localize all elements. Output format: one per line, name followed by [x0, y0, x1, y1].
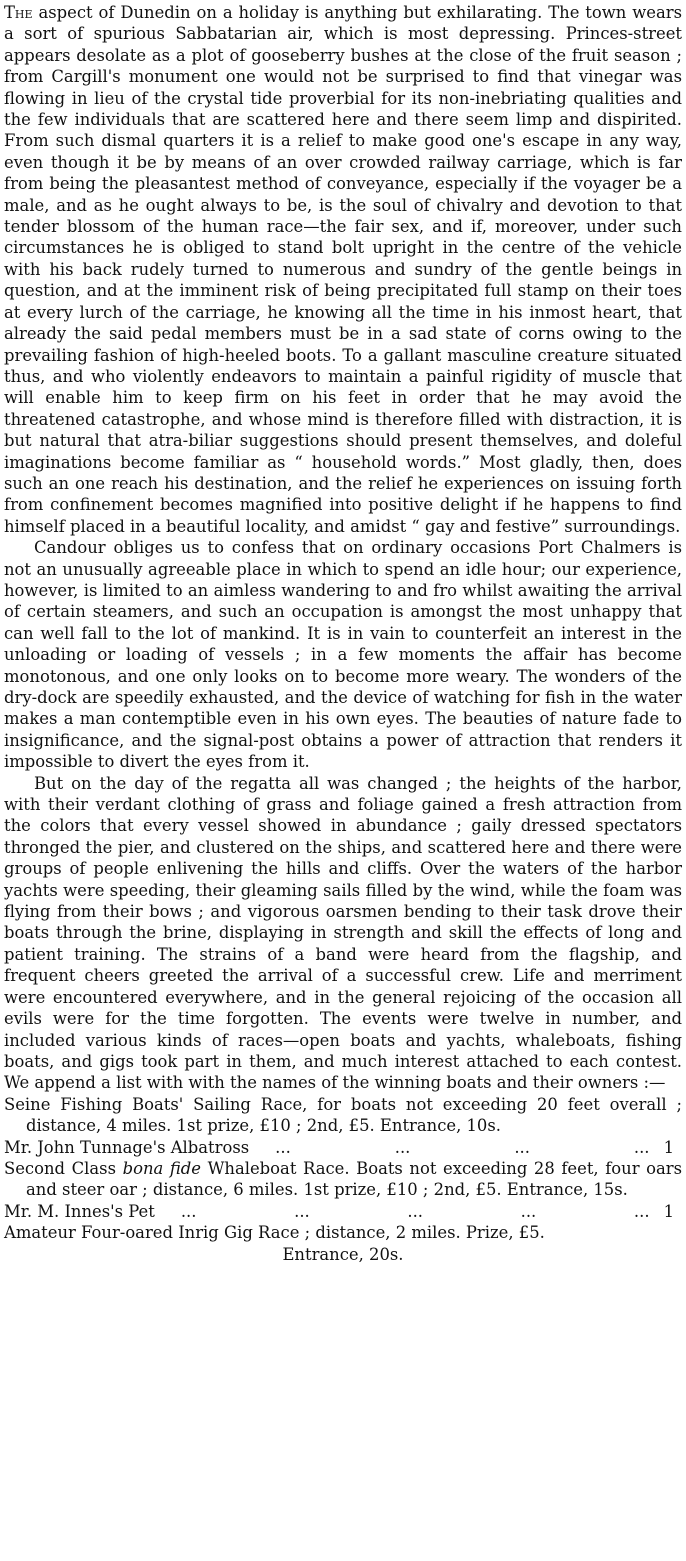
- winner-place: 1: [663, 1137, 674, 1157]
- race-entry-gig-entrance: Entrance, 20s.: [282, 1244, 404, 1264]
- article-paragraph-3: But on the day of the regatta all was changed ; the heights of the harbor, with their verdant clothing of grass and foliage gained a fresh attraction from the colors that every vessel showed in abundance ; gaily dressed spectators thronged the pier, and clustered on the ships, and scattered here and there were groups of people enlivening the hills and cliffs. Over the waters of the harbor yachts were speeding, their gleaming sails filled by the wind, while the foam was flying from their bows ; and vigorous oarsmen bending to their task drove their boats through the brine, displaying in strength and skill the effects of long and patient training. The strains of a band were heard from the flagship, and frequent cheers greeted the arrival of a successful crew. Life and merriment were encountered everywhere, and in the general rejoicing of the occasion all evils were for the time forgotten. The events were twelve in number, and included various kinds of races—open boats and yachts, whaleboats, fishing boats, and gigs took part in them, and much interest attached to each contest. We append a list with with the names of the winning boats and their owners :—: [4, 773, 682, 1093]
- race-text-pre: Second Class: [4, 1158, 123, 1178]
- winner-name: Mr. M. Innes's Pet: [4, 1201, 155, 1221]
- race-entry-gig: Amateur Four-oared Inrig Gig Race ; distance, 2 miles. Prize, £5.: [4, 1223, 545, 1243]
- drop-lead-word: The: [4, 3, 33, 22]
- race-entry-whaleboat: [4, 1158, 682, 1201]
- race-text-italic: bona fide: [122, 1158, 201, 1178]
- winner-line-albatross: [4, 1137, 682, 1158]
- article-paragraph-2: Candour obliges us to confess that on ordinary occasions Port Chalmers is not an unusually agreeable place in which to spend an idle hour; our experience, however, is limited to an aimless wandering to and fro whilst awaiting the arrival of certain steamers, and such an occupation is amongst the most unhappy that can well fall to the lot of mankind. It is in vain to counterfeit an interest in the unloading or loading of vessels ; in a few moments the affair has become monotonous, and one only looks on to become more weary. The wonders of the dry-dock are speedily exhausted, and the device of watching for fish in the water makes a man contemptible even in his own eyes. The beauties of nature fade to insignificance, and the signal-post obtains a power of attraction that renders it impossible to divert the eyes from it.: [4, 538, 682, 772]
- winner-place: 1: [663, 1201, 674, 1221]
- winner-line-pet: [4, 1201, 682, 1222]
- winner-name: Mr. John Tunnage's Albatross: [4, 1137, 250, 1157]
- leader-dots: ... ... ... ...: [275, 1137, 650, 1157]
- leader-dots: ... ... ... ... ...: [180, 1201, 650, 1221]
- article-paragraph-1: [4, 2, 682, 537]
- paragraph-text: aspect of Dunedin on a holiday is anything but exhilarating. The town wears a sort of spurious Sabbatarian air, which is most depressing. Princes-street appears desolate as a plot of gooseberry bushes at the close of the fruit season ; from Cargill's monument one would not be surprised to find that vinegar was flowing in lieu of the crystal tide proverbial for its non-inebriating qualities and the few individuals that are scattered here and there seem limp and dispirited. From such dismal quarters it is a relief to make good one's escape in any way, even though it be by means of an over crowded railway carriage, which is far from being the pleasantest method of conveyance, especially if the voyager be a male, and as he ought always to be, is the soul of chivalry and devotion to that tender blossom of the human race—the fair sex, and if, moreover, under such circumstances he is obliged to stand bolt upright in the centre of the vehicle with his back rudely turned to numerous and sundry of the gentle beings in question, and at the imminent risk of being precipitated full stamp on their toes at every lurch of the carriage, he knowing all the time in his inmost heart, that already the said pedal members must be in a sad state of corns owing to the prevailing fashion of high-heeled boots. To a gallant masculine creature situated thus, and who violently endeavors to maintain a painful rigidity of muscle that will enable him to keep firm on his feet in order that he may avoid the threatened catastrophe, and whose mind is therefore filled with distraction, it is but natural that atra-biliar suggestions should present themselves, and doleful imaginations become familiar as “ household words.” Most gladly, then, does such an one reach his destination, and the relief he experiences on issuing forth from confinement becomes magnified into positive delight if he happens to find himself placed in a beautiful locality, and amidst “ gay and festive” surroundings.: [4, 3, 682, 536]
- race-text-post: Whaleboat Race. Boats not exceeding 28 feet, four oars and steer oar ; distance, 6 miles. 1st prize, £10 ; 2nd, £5. Entrance, 15s.: [26, 1158, 682, 1200]
- race-entry-seine-fishing: Seine Fishing Boats' Sailing Race, for boats not exceeding 20 feet overall ; distance, 4 miles. 1st prize, £10 ; 2nd, £5. Entrance, 10s.: [4, 1094, 682, 1136]
